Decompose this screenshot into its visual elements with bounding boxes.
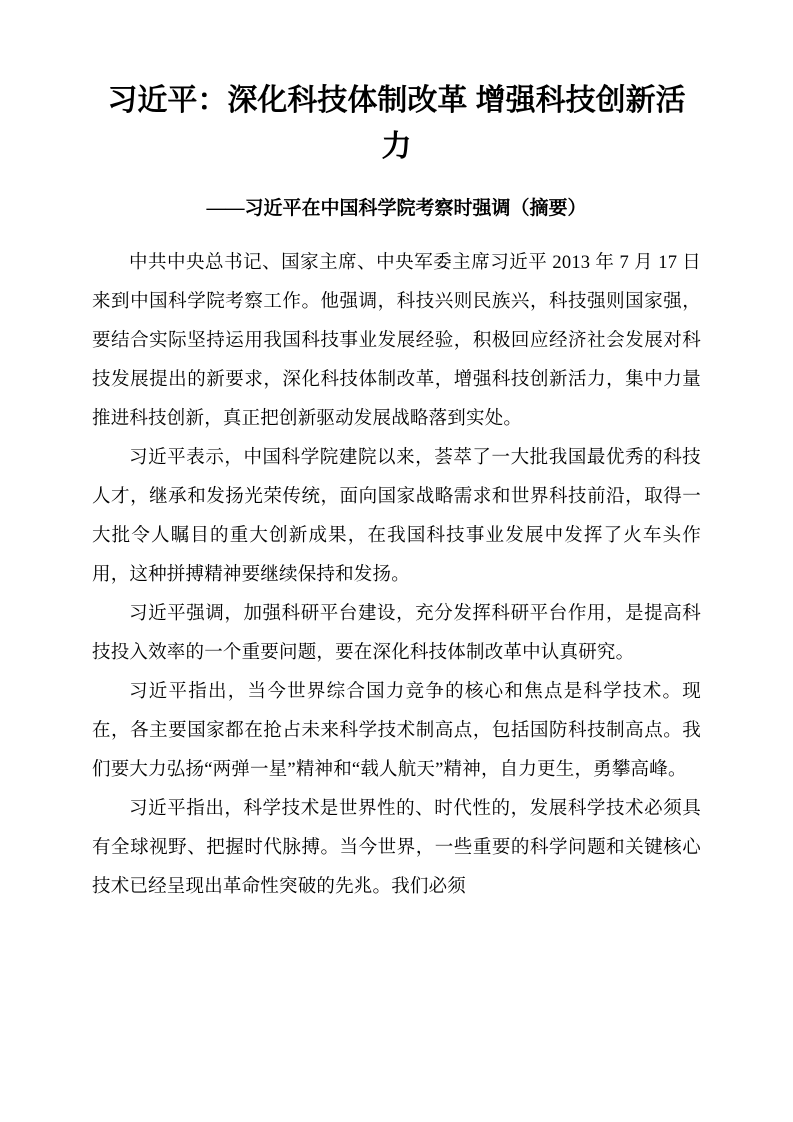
- paragraph: 中共中央总书记、国家主席、中央军委主席习近平 2013 年 7 月 17 日来到中国科学院考察工作。他强调，科技兴则民族兴，科技强则国家强，要结合实际坚持运用我国科技事业发展经验，积极回应经济社会发展对科技发展提出的新要求，深化科技体制改革，增强科技创新活力，集中力量推进科技创新，真正把创新驱动发展战略落到实处。: [92, 253, 701, 429]
- paragraph: 习近平指出，科学技术是世界性的、时代性的，发展科学技术必须具有全球视野、把握时代脉搏。当今世界，一些重要的科学问题和关键核心技术已经呈现出革命性突破的先兆。我们必须: [92, 799, 701, 897]
- page-title: 习近平：深化科技体制改革 增强科技创新活力: [107, 84, 686, 163]
- paragraph: 习近平表示，中国科学院建院以来，荟萃了一大批我国最优秀的科技人才，继承和发扬光荣传统，面向国家战略需求和世界科技前沿，取得一大批令人瞩目的重大创新成果，在我国科技事业发展中发挥了火车头作用，这种拼搏精神要继续保持和发扬。: [92, 448, 701, 585]
- paragraph: 习近平指出，当今世界综合国力竞争的核心和焦点是科学技术。现在，各主要国家都在抢占未来科学技术制高点，包括国防科技制高点。我们要大力弘扬“两弹一星”精神和“载人航天”精神，自力更生，勇攀高峰。: [92, 682, 701, 780]
- document-body: [92, 244, 701, 907]
- paragraph: 习近平强调，加强科研平台建设，充分发挥科研平台作用，是提高科技投入效率的一个重要问题，要在深化科技体制改革中认真研究。: [92, 604, 701, 663]
- page-subtitle: ——习近平在中国科学院考察时强调（摘要）: [206, 198, 587, 219]
